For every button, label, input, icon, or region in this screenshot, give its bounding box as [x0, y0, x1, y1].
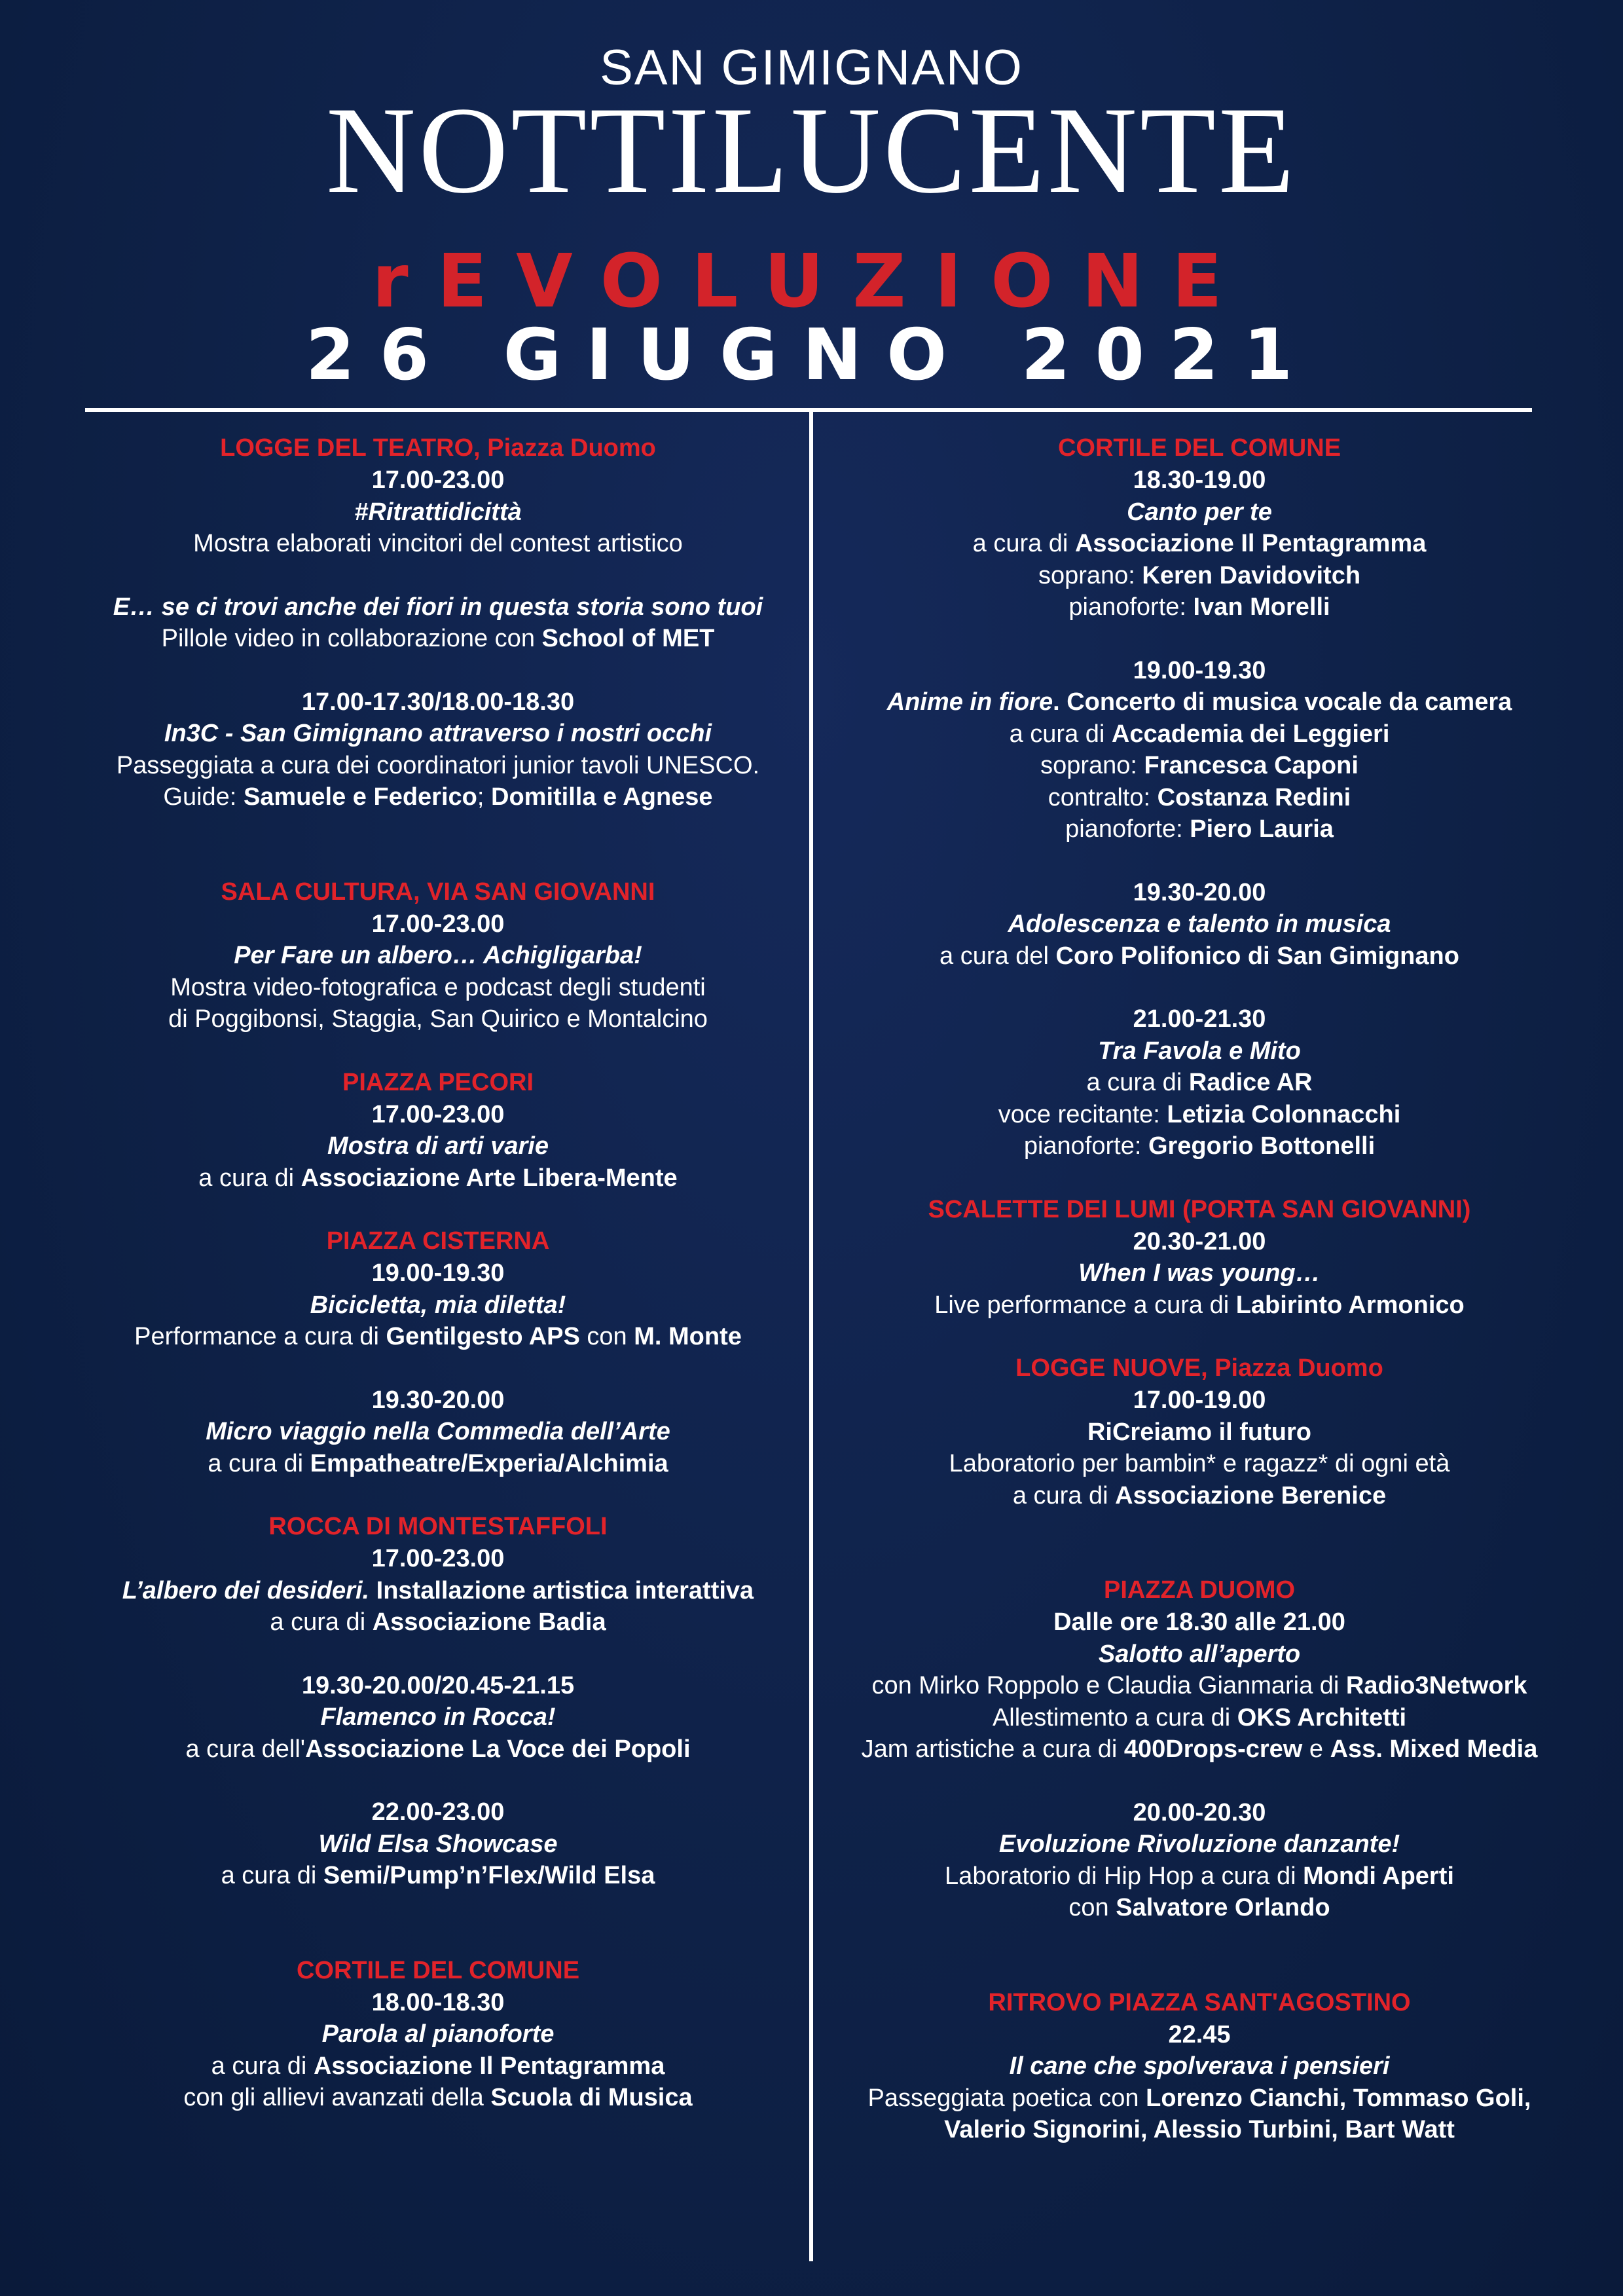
event-desc: a cura di Associazione Il Pentagramma [972, 530, 1427, 557]
event-title: Adolescenza e talento in musica [1008, 910, 1391, 938]
venue-block-piazza-duomo [839, 1574, 1559, 1924]
venue-block-cortile-comune-right [839, 432, 1559, 1162]
event-title: Salotto all’aperto [1098, 1640, 1301, 1668]
event-desc: a cura di Associazione Arte Libera-Mente [198, 1164, 678, 1192]
event-desc: Laboratorio di Hip Hop a cura di Mondi Aperti [945, 1862, 1454, 1890]
event-time: 19.30-20.00 [371, 1386, 505, 1414]
poster-header [0, 0, 1623, 406]
event-desc: a cura di Associazione Il Pentagramma [211, 2052, 665, 2080]
event-time: 17.00-23.00 [371, 1100, 505, 1128]
event-desc: a cura dell'Associazione La Voce dei Popoli [185, 1735, 691, 1763]
event-performer: contralto: Costanza Redini [1048, 783, 1351, 811]
left-column [78, 432, 798, 2145]
event-time: 20.30-21.00 [1133, 1227, 1266, 1255]
event-desc: a cura di Associazione Badia [270, 1608, 606, 1636]
event-title: When I was young… [1078, 1259, 1321, 1287]
venue-heading: PIAZZA PECORI [342, 1068, 534, 1096]
event-title: Wild Elsa Showcase [318, 1830, 558, 1858]
event-title: #Ritrattidicittà [354, 498, 522, 526]
event-time: Dalle ore 18.30 alle 21.00 [1053, 1608, 1345, 1636]
event-desc: Passeggiata a cura dei coordinatori junior tavoli UNESCO. [116, 751, 760, 779]
event-title: Canto per te [1127, 498, 1272, 526]
horizontal-divider [85, 408, 1532, 412]
event-title: L’albero dei desideri. Installazione artistica interattiva [122, 1576, 754, 1604]
venue-heading: PIAZZA CISTERNA [326, 1227, 550, 1255]
event-title: Anime in fiore. Concerto di musica vocale da camera [886, 688, 1512, 716]
event-guides: Guide: Samuele e Federico; Domitilla e Agnese [163, 783, 713, 811]
event-desc: Valerio Signorini, Alessio Turbini, Bart Watt [944, 2116, 1455, 2143]
event-desc: a cura di Empatheatre/Experia/Alchimia [208, 1449, 668, 1477]
event-desc: Mostra video-fotografica e podcast degli studenti [170, 973, 706, 1001]
event-time: 19.30-20.00 [1133, 878, 1266, 906]
venue-heading: CORTILE DEL COMUNE [296, 1956, 580, 1984]
event-title: RiCreiamo il futuro [1087, 1418, 1312, 1446]
event-desc: a cura del Coro Polifonico di San Gimignano [939, 942, 1459, 970]
event-desc: Live performance a cura di Labirinto Armonico [934, 1291, 1465, 1319]
event-desc: Allestimento a cura di OKS Architetti [992, 1703, 1407, 1731]
event-performer: soprano: Keren Davidovitch [1038, 561, 1361, 589]
event-title: E… se ci trovi anche dei fiori in questa storia sono tuoi [113, 593, 763, 621]
venue-block-piazza-pecori [78, 1067, 798, 1194]
venue-heading: SCALETTE DEI LUMI (PORTA SAN GIOVANNI) [928, 1195, 1471, 1223]
event-time: 21.00-21.30 [1133, 1005, 1266, 1033]
right-column [839, 432, 1559, 2177]
event-desc: a cura di Associazione Berenice [1012, 1481, 1387, 1509]
venue-block-rocca [78, 1511, 798, 1892]
event-performer: pianoforte: Piero Lauria [1065, 815, 1334, 843]
event-time: 18.00-18.30 [371, 1988, 505, 2016]
event-desc: Laboratorio per bambin* e ragazz* di ogni età [949, 1450, 1450, 1477]
event-time: 18.30-19.00 [1133, 466, 1266, 494]
event-desc: a cura di Accademia dei Leggieri [1009, 720, 1390, 748]
event-time: 17.00-23.00 [371, 910, 505, 938]
event-desc: Pillole video in collaborazione con School of MET [161, 625, 715, 652]
event-time: 22.00-23.00 [371, 1798, 505, 1826]
event-title: Flamenco in Rocca! [320, 1703, 556, 1731]
event-desc: Performance a cura di Gentilgesto APS con M. Monte [134, 1323, 742, 1350]
event-title: Micro viaggio nella Commedia dell’Arte [206, 1418, 670, 1445]
event-title: Mostra di arti varie [327, 1132, 549, 1160]
venue-block-piazza-cisterna [78, 1225, 798, 1479]
venue-heading: RITROVO PIAZZA SANT'AGOSTINO [988, 1988, 1411, 2016]
venue-block-scalette-lumi [839, 1194, 1559, 1322]
event-time: 22.45 [1168, 2020, 1231, 2048]
venue-heading: SALA CULTURA, VIA SAN GIOVANNI [221, 878, 655, 906]
event-title: Il cane che spolverava i pensieri [1009, 2052, 1390, 2080]
event-desc: Passeggiata poetica con Lorenzo Cianchi, Tommaso Goli, [867, 2084, 1531, 2112]
event-title: Evoluzione Rivoluzione danzante! [998, 1830, 1400, 1858]
event-time: 19.00-19.30 [371, 1259, 505, 1287]
event-desc: con gli allievi avanzati della Scuola di Musica [183, 2084, 693, 2111]
event-title: In3C - San Gimignano attraverso i nostri occhi [164, 720, 712, 747]
venue-heading: LOGGE DEL TEATRO, Piazza Duomo [220, 434, 656, 462]
event-time: 17.00-23.00 [371, 466, 505, 494]
event-performer: soprano: Francesca Caponi [1040, 752, 1359, 779]
event-desc: con Mirko Roppolo e Claudia Gianmaria di Radio3Network [871, 1672, 1527, 1699]
venue-block-sala-cultura [78, 876, 798, 1035]
venue-heading: LOGGE NUOVE, Piazza Duomo [1015, 1354, 1383, 1382]
event-desc: di Poggibonsi, Staggia, San Quirico e Montalcino [168, 1005, 708, 1033]
event-desc: Mostra elaborati vincitori del contest artistico [193, 530, 683, 557]
vertical-divider [809, 411, 813, 2261]
event-desc: a cura di Semi/Pump’n’Flex/Wild Elsa [221, 1862, 655, 1889]
event-title: Per Fare un albero… Achigligarba! [234, 942, 642, 969]
venue-block-cortile-comune-left [78, 1955, 798, 2114]
venue-block-logge-nuove [839, 1352, 1559, 1511]
event-date: 26 GIUGNO 2021 [305, 314, 1318, 396]
event-performer: voce recitante: Letizia Colonnacchi [998, 1100, 1401, 1128]
event-time: 17.00-17.30/18.00-18.30 [301, 688, 575, 716]
event-time: 19.30-20.00/20.45-21.15 [301, 1671, 575, 1699]
venue-block-sant-agostino [839, 1987, 1559, 2146]
event-time: 17.00-19.00 [1133, 1386, 1266, 1414]
event-title: Parola al pianoforte [321, 2020, 555, 2048]
event-performer: pianoforte: Gregorio Bottonelli [1023, 1132, 1376, 1160]
event-time: 19.00-19.30 [1133, 656, 1266, 684]
venue-heading: ROCCA DI MONTESTAFFOLI [268, 1513, 608, 1540]
subtitle: rEVOLUZIONE [372, 239, 1251, 324]
venue-heading: PIAZZA DUOMO [1103, 1576, 1295, 1604]
event-time: 17.00-23.00 [371, 1545, 505, 1572]
venue-heading: CORTILE DEL COMUNE [1057, 434, 1341, 462]
event-desc: Jam artistiche a cura di 400Drops-crew e Ass. Mixed Media [861, 1735, 1538, 1763]
main-title: NOTTILUCENTE [325, 82, 1298, 219]
pre-title: SAN GIMIGNANO [600, 40, 1023, 96]
event-desc: con Salvatore Orlando [1068, 1894, 1330, 1921]
event-desc: a cura di Radice AR [1086, 1069, 1313, 1096]
event-title: Tra Favola e Mito [1098, 1037, 1301, 1065]
venue-block-logge-teatro [78, 432, 798, 813]
event-performer: pianoforte: Ivan Morelli [1068, 593, 1330, 621]
event-title: Bicicletta, mia diletta! [310, 1291, 566, 1319]
event-time: 20.00-20.30 [1133, 1798, 1266, 1826]
